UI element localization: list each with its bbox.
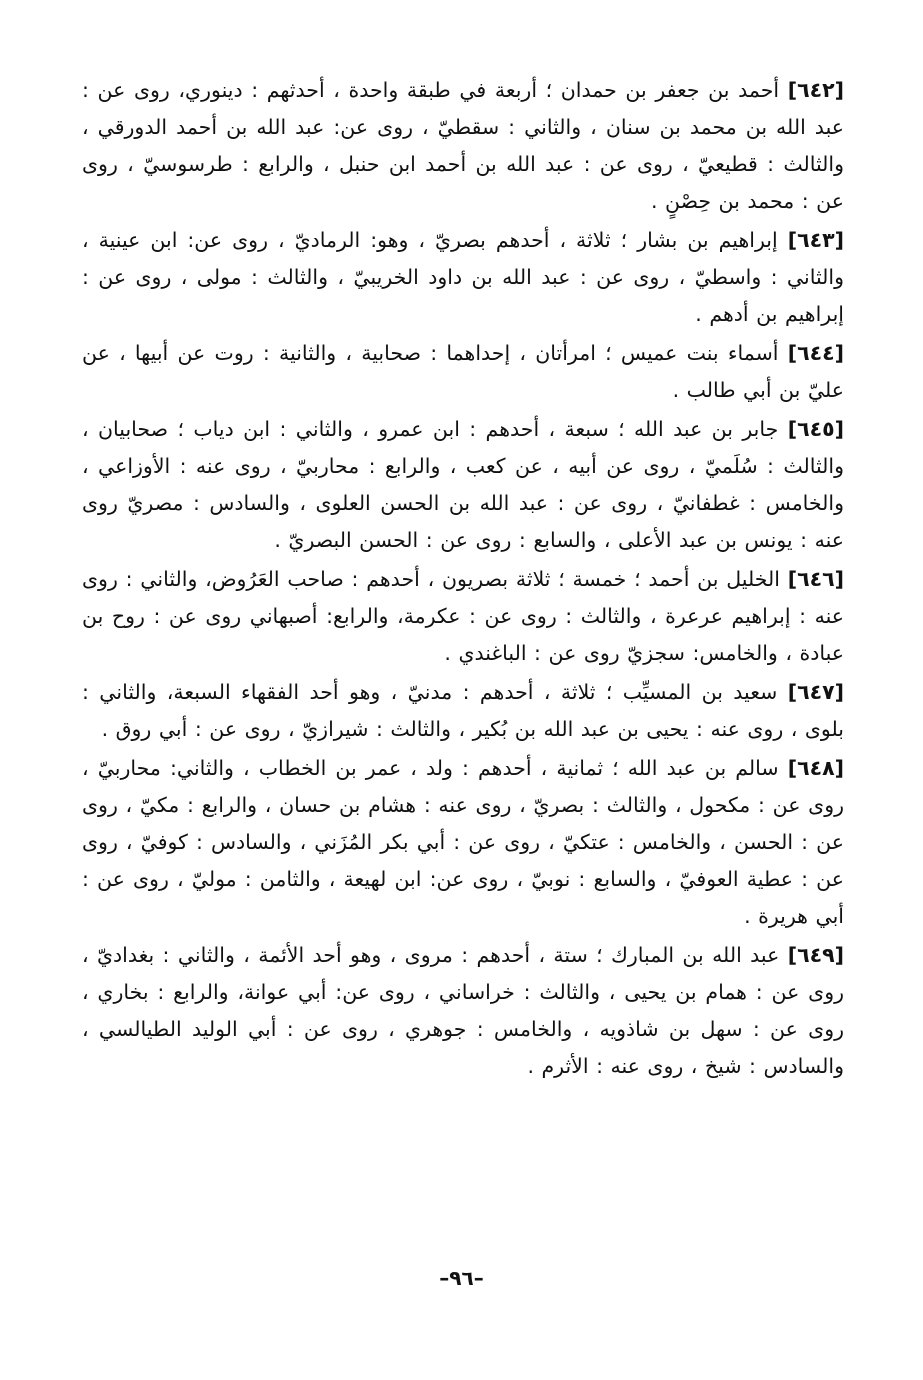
entry-text: الخليل بن أحمد ؛ خمسة ؛ ثلاثة بصريون ، أحدهم : صاحب العَرُوض، والثاني : روى عنه : إبراهيم عرعرة ، والثالث : روى عن : عكرمة، والرابع: أصبهاني روى عن : روح بن عبادة ، والخامس: سجزيّ روى عن : الباغندي . (82, 567, 844, 665)
entry-645 (82, 411, 844, 559)
entry-number: [٦٤٣] (787, 228, 844, 252)
entry-642 (82, 72, 844, 220)
entry-643 (82, 222, 844, 333)
entry-text: عبد الله بن المبارك ؛ ستة ، أحدهم : مروى ، وهو أحد الأئمة ، والثاني : بغداديّ ، روى عن : همام بن يحيى ، والثالث : خراساني ، روى عن: أبي عوانة، والرابع : بخاري ، روى عن : سهل بن شاذويه ، والخامس : جوهري ، روى عن : أبي الوليد الطيالسي ، والسادس : شيخ ، روى عنه : الأثرم . (82, 943, 844, 1078)
entry-number: [٦٤٥] (787, 417, 844, 441)
entry-number: [٦٤٦] (787, 567, 844, 591)
page-number: –٩٦– (439, 1266, 484, 1290)
entry-text: سعيد بن المسيِّب ؛ ثلاثة ، أحدهم : مدنيّ ، وهو أحد الفقهاء السبعة، والثاني : بلوى ، روى عنه : يحيى بن عبد الله بن بُكير ، والثالث : شيرازيّ ، روى عن : أبي روق . (82, 680, 844, 741)
page-body (82, 72, 844, 1087)
entry-number: [٦٤٢] (787, 78, 844, 102)
entry-644 (82, 335, 844, 409)
entry-number: [٦٤٩] (787, 943, 844, 967)
entry-text: إبراهيم بن بشار ؛ ثلاثة ، أحدهم بصريّ ، وهو: الرماديّ ، روى عن: ابن عينية ، والثاني : واسطيّ ، روى عن : عبد الله بن داود الخريبيّ ، والثالث : مولى ، روى عن : إبراهيم بن أدهم . (82, 228, 844, 326)
entry-text: أحمد بن جعفر بن حمدان ؛ أربعة في طبقة واحدة ، أحدثهم : دينوري، روى عن : عبد الله بن محمد بن سنان ، والثاني : سقطيّ ، روى عن: عبد الله بن أحمد الدورقي ، والثالث : قطيعيّ ، روى عن : عبد الله بن أحمد ابن حنبل ، والرابع : طرسوسيّ ، روى عن : محمد بن حِصْنٍ . (82, 78, 844, 213)
entry-text: أسماء بنت عميس ؛ امرأتان ، إحداهما : صحابية ، والثانية : روت عن أبيها ، عن عليّ بن أبي طالب . (82, 341, 844, 402)
entry-number: [٦٤٧] (787, 680, 844, 704)
entry-648 (82, 750, 844, 935)
entry-number: [٦٤٨] (787, 756, 844, 780)
entry-text: جابر بن عبد الله ؛ سبعة ، أحدهم : ابن عمرو ، والثاني : ابن دياب ؛ صحابيان ، والثالث : سُلَميّ ، روى عن أبيه ، عن كعب ، والرابع : محاربيّ ، روى عنه : الأوزاعي ، والخامس : غطفانيّ ، روى عن : عبد الله بن الحسن العلوى ، والسادس : مصريّ روى عنه : يونس بن عبد الأعلى ، والسابع : روى عن : الحسن البصريّ . (82, 417, 844, 552)
entry-text: سالم بن عبد الله ؛ ثمانية ، أحدهم : ولد ، عمر بن الخطاب ، والثاني: محاربيّ ، روى عن : مكحول ، والثالث : بصريّ ، روى عنه : هشام بن حسان ، والرابع : مكيّ ، روى عن : الحسن ، والخامس : عتكيّ ، روى عن : أبي بكر المُزَني ، والسادس : كوفيّ ، روى عن : عطية العوفيّ ، والسابع : نوبيّ ، روى عن: ابن لهيعة ، والثامن : موليّ ، روى عن : أبي هريرة . (82, 756, 844, 928)
entry-649 (82, 937, 844, 1085)
entry-647 (82, 674, 844, 748)
entry-646 (82, 561, 844, 672)
entry-number: [٦٤٤] (787, 341, 844, 365)
